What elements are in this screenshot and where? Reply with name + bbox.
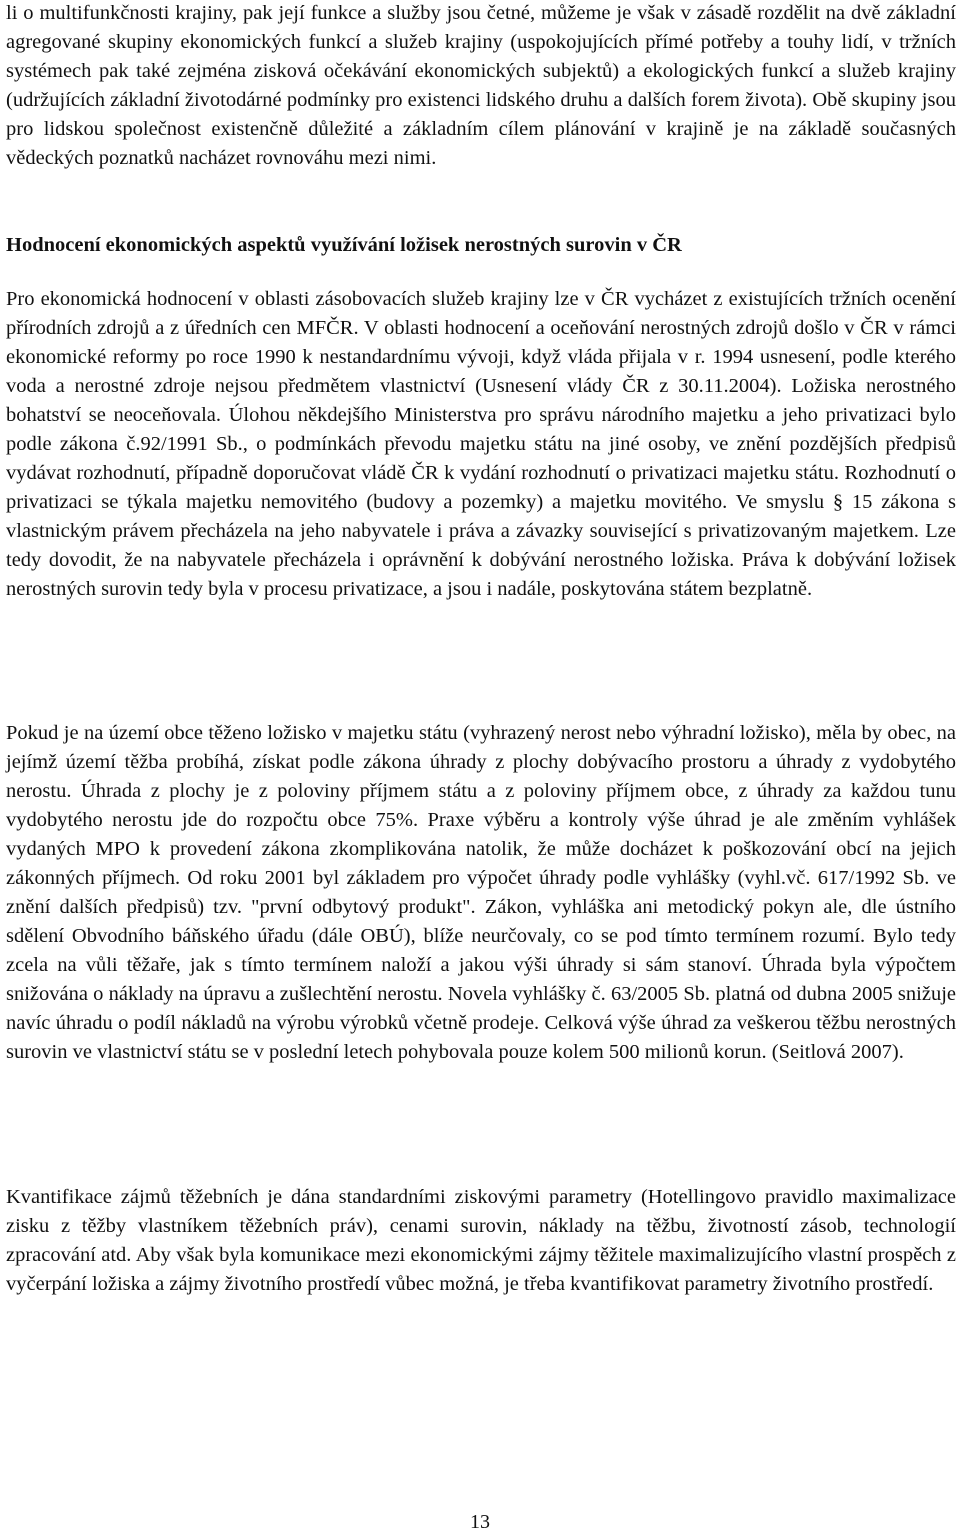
paragraph-3: Kvantifikace zájmů těžebních je dána standardními ziskovými parametry (Hotellingovo pravidlo maximalizace zisku z těžby vlastníkem těžebních práv), cenami surovin, náklady na těžbu, životností zásob, technologií zpracování atd. Aby však byla komunikace mezi ekonomickými zájmy těžitele maximalizujícího vlastní prospěch z vyčerpání ložiska a zájmy životního prostředí vůbec možná, je třeba kvantifikovat parametry životního prostředí. xyxy=(6,1186,956,1295)
paragraph-2: Pokud je na území obce těženo ložisko v majetku státu (vyhrazený nerost nebo výhradní ložisko), měla by obec, na jejímž území těžba probíhá, získat podle zákona úhrady z plochy dobývacího prostoru a úhrady z vydobytého nerostu. Úhrada z plochy je z poloviny příjmem státu a z poloviny příjmem obce, z úhrady za každou tunu vydobytého nerostu jde do rozpočtu obce 75%. Praxe výběru a kontroly výše úhrad je ale změním vyhlášek vydaných MPO k provedení zákona zkomplikována natolik, že může docházet k poškozování obcí na jejich zákonných příjmech. Od roku 2001 byl základem pro výpočet úhrady podle vyhlášky (vyhl.vč. 617/1992 Sb. ve znění dalších předpisů) tzv. "první odbytový produkt". Zákon, vyhláška ani metodický pokyn ale, dle ústního sdělení Obvodního báňského úřadu (dále OBÚ), blíže neurčovaly, co se pod tímto termínem rozumí. Bylo tedy zcela na vůli těžaře, jak s tímto termínem naloží a jakou výši úhrady si sám stanoví. Úhrada byla výpočtem snižována o náklady na úpravu a zušlechtění nerostu. Novela vyhlášky č. 63/2005 Sb. platná od dubna 2005 snižuje navíc úhradu o podíl nákladů na výrobu výrobků včetně prodeje. Celková výše úhrad za veškerou těžbu nerostných surovin ve vlastnictví státu se v poslední letech pohybovala pouze kolem 500 milionů korun. (Seitlová 2007). xyxy=(6,722,956,1063)
page-number: 13 xyxy=(470,1511,490,1533)
intro-paragraph: li o multifunkčnosti krajiny, pak její funkce a služby jsou četné, můžeme je však v zásadě rozdělit na dvě základní agregované skupiny ekonomických funkcí a služeb krajiny (uspokojujících přímé potřeby a touhy lidí, v tržních systémech pak také zejména zisková očekávání ekonomických subjektů) a ekologických funkcí a služeb krajiny (udržujících základní životodárné podmínky pro existenci lidského druhu a dalších forem života). Obě skupiny jsou pro lidskou společnost existenčně důležité a základním cílem plánování v krajině je na základě současných vědeckých poznatků nacházet rovnováhu mezi nimi. xyxy=(6,2,956,169)
paragraph-1: Pro ekonomická hodnocení v oblasti zásobovacích služeb krajiny lze v ČR vycházet z existujících tržních ocenění přírodních zdrojů a z úředních cen MFČR. V oblasti hodnocení a oceňování nerostných zdrojů došlo v ČR v rámci ekonomické reformy po roce 1990 k nestandardnímu vývoji, když vláda přijala v r. 1994 usnesení, podle kterého voda a nerostné zdroje nejsou předmětem vlastnictví (Usnesení vlády ČR z 30.11.2004). Ložiska nerostného bohatství se neoceňovala. Úlohou někdejšího Ministerstva pro správu národního majetku a jeho privatizaci bylo podle zákona č.92/1991 Sb., o podmínkách převodu majetku státu na jiné osoby, ve znění pozdějších předpisů vydávat rozhodnutí, případně doporučovat vládě ČR k vydání rozhodnutí o privatizaci majetku státu. Rozhodnutí o privatizaci se týkala majetku nemovitého (budovy a pozemky) a majetku movitého. Ve smyslu § 15 zákona s vlastnickým právem přecházela na jeho nabyvatele i práva a závazky související s privatizovaným majetkem. Lze tedy dovodit, že na nabyvatele přecházela i oprávnění k dobývání nerostného ložiska. Práva k dobývání ložisek nerostných surovin tedy byla v procesu privatizace, a jsou i nadále, poskytována státem bezplatně. xyxy=(6,288,956,600)
section-heading: Hodnocení ekonomických aspektů využívání ložisek nerostných surovin v ČR xyxy=(6,234,682,256)
